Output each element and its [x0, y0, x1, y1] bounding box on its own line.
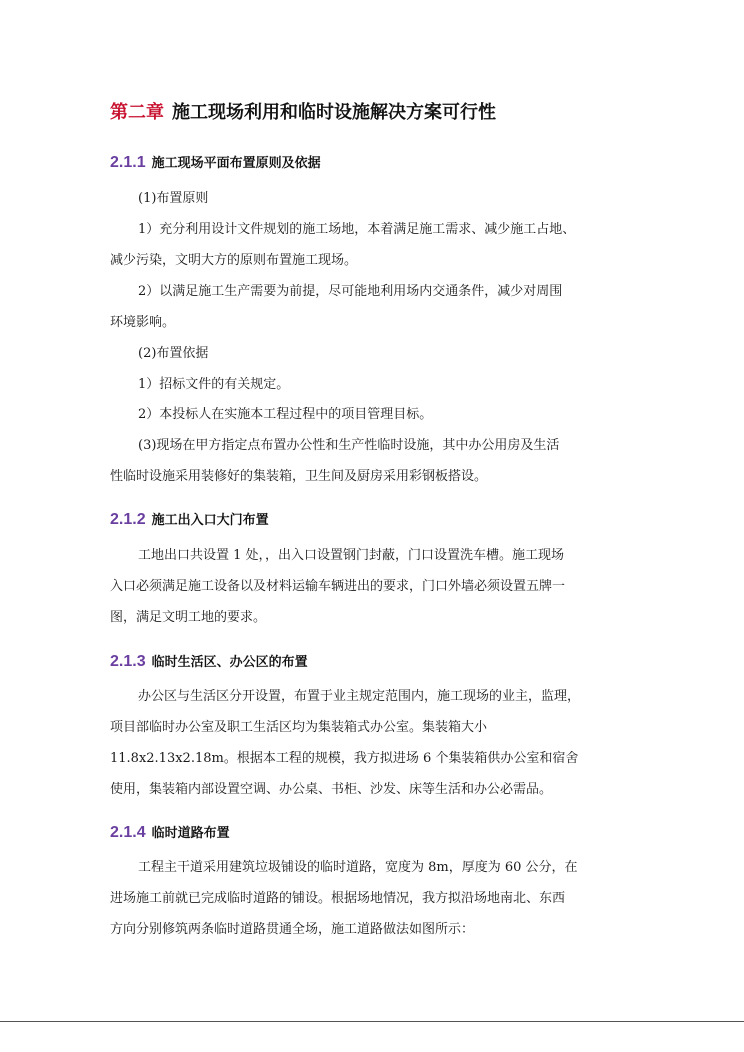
page-footer-rule [0, 1021, 744, 1022]
section-title: 施工出入口大门布置 [151, 513, 269, 528]
paragraph-line: 办公区与生活区分开设置，布置于业主规定范围内，施工现场的业主，监理， [138, 689, 581, 704]
section-heading-2-1-1 [110, 151, 321, 175]
section-title: 临时道路布置 [151, 826, 230, 841]
section-title: 临时生活区、办公区的布置 [151, 655, 308, 670]
paragraph-line: 使用，集装箱内部设置空调、办公桌、书柜、沙发、床等生活和办公必需品。 [110, 782, 553, 797]
paragraph-line: 1）招标文件的有关规定。 [138, 377, 290, 392]
paragraph-line: 11.8x2.13x2.18m。根据本工程的规模，我方拟进场 6 个集装箱供办公室和宿舍 [110, 751, 579, 766]
paragraph-line: (1)布置原则 [138, 191, 209, 206]
paragraph-line: 性临时设施采用装修好的集装箱，卫生间及厨房采用彩钢板搭设。 [110, 469, 488, 484]
paragraph-line: 入口必须满足施工设备以及材料运输车辆进出的要求，门口外墙必须设置五牌一 [110, 579, 566, 594]
section-heading-2-1-4 [110, 821, 230, 845]
paragraph-line: 2）本投标人在实施本工程过程中的项目管理目标。 [138, 407, 433, 422]
section-heading-2-1-2 [110, 508, 269, 532]
section-title: 施工现场平面布置原则及依据 [151, 156, 321, 171]
chapter-heading [110, 100, 496, 126]
paragraph-line: 方向分别修筑两条临时道路贯通全场，施工道路做法如图所示： [110, 922, 475, 937]
paragraph-line: 项目部临时办公室及职工生活区均为集装箱式办公室。集装箱大小 [110, 720, 488, 735]
paragraph-line: 1）充分利用设计文件规划的施工场地，本着满足施工需求、减少施工占地、 [138, 222, 576, 237]
chapter-title: 施工现场利用和临时设施解决方案可行性 [172, 102, 496, 123]
chapter-number: 第二章 [110, 102, 164, 123]
section-number: 2.1.2 [110, 511, 146, 528]
paragraph-line: (2)布置依据 [138, 346, 209, 361]
paragraph-line: (3)现场在甲方指定点布置办公性和生产性临时设施，其中办公用房及生活 [138, 438, 560, 453]
paragraph-line: 工程主干道采用建筑垃圾铺设的临时道路，宽度为 8m，厚度为 60 公分，在 [138, 860, 578, 875]
section-number: 2.1.4 [110, 824, 146, 841]
paragraph-line: 环境影响。 [110, 315, 176, 330]
section-number: 2.1.3 [110, 653, 146, 670]
section-number: 2.1.1 [110, 154, 146, 171]
paragraph-line: 2）以满足施工生产需要为前提，尽可能地利用场内交通条件，减少对周围 [138, 284, 563, 299]
paragraph-line: 减少污染，文明大方的原则布置施工现场。 [110, 253, 358, 268]
paragraph-line: 进场施工前就已完成临时道路的铺设。根据场地情况，我方拟沿场地南北、东西 [110, 891, 566, 906]
paragraph-line: 工地出口共设置 1 处，，出入口设置钢门封蔽，门口设置洗车槽。施工现场 [138, 548, 565, 563]
paragraph-line: 图，满足文明工地的要求。 [110, 610, 267, 625]
section-heading-2-1-3 [110, 650, 308, 674]
